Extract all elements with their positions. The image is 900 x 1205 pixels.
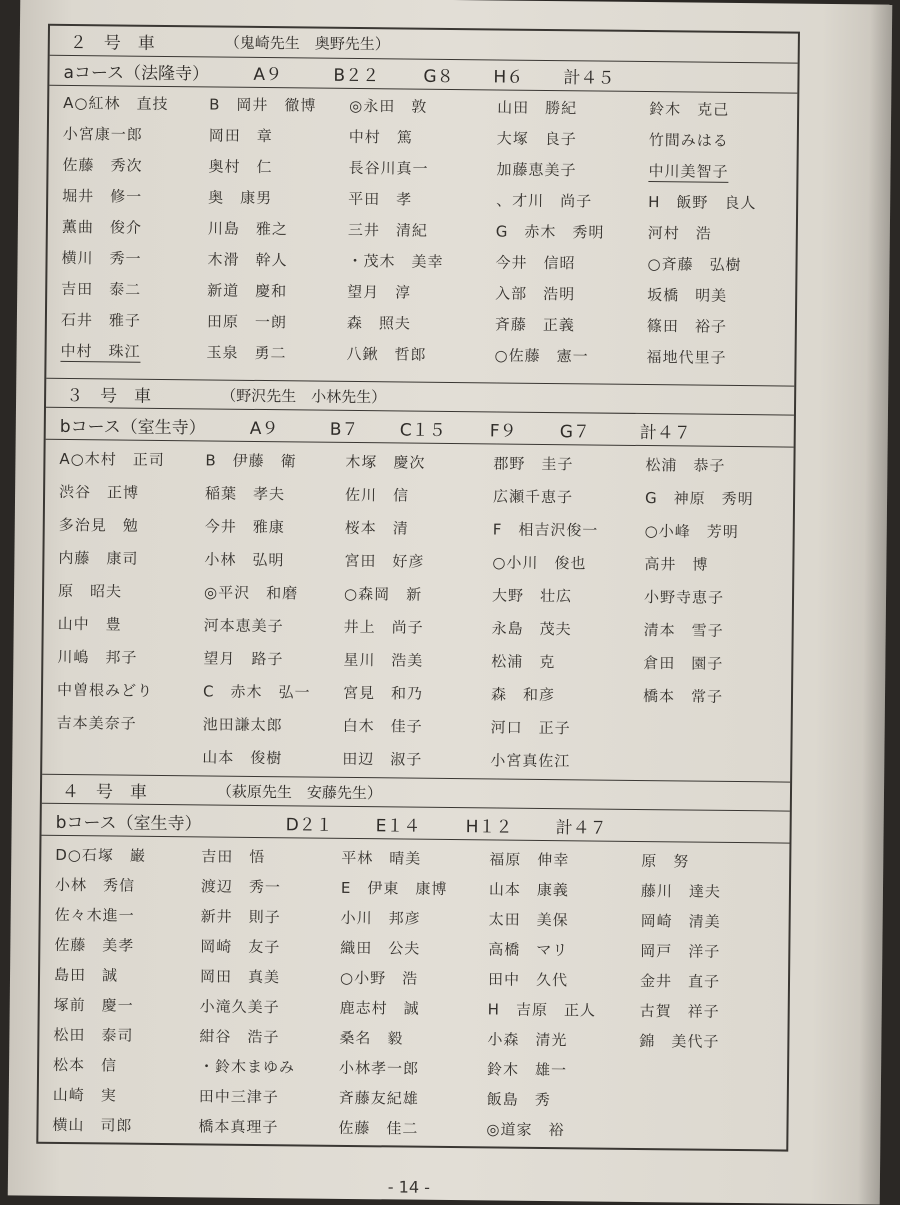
teachers: （野沢先生 小林先生） <box>221 386 387 406</box>
student-name: 岡田 真美 <box>199 967 281 987</box>
car-number: ４ 号 車 <box>61 781 148 803</box>
student-name: 佐藤 美孝 <box>54 935 135 955</box>
student-name: 高井 博 <box>644 555 709 574</box>
student-name: 中村 篤 <box>348 127 413 147</box>
student-name: 金井 直子 <box>639 972 721 991</box>
student-name: E 伊東 康博 <box>340 878 448 898</box>
student-name: 橋本真理子 <box>198 1117 279 1137</box>
student-name: 長谷川真一 <box>348 158 429 178</box>
student-name: 白木 佳子 <box>342 716 423 736</box>
student-name: 新井 則子 <box>200 907 281 927</box>
student-name: 岡崎 友子 <box>200 937 281 957</box>
student-name: ○小野 浩 <box>339 968 419 988</box>
student-name: 松浦 恭子 <box>645 456 726 475</box>
student-name: ○小峰 芳明 <box>644 522 739 542</box>
student-name: 星川 浩美 <box>343 650 424 670</box>
student-name: 古賀 祥子 <box>639 1002 720 1021</box>
count-total: 計４７ <box>639 422 691 444</box>
student-name: 小林 弘明 <box>204 550 285 570</box>
student-name: 太田 美保 <box>488 910 569 930</box>
count: G８ <box>423 66 454 88</box>
student-grid <box>42 444 793 782</box>
student-name: 斉藤友紀雄 <box>338 1088 419 1108</box>
student-name: 、才川 尚子 <box>496 191 593 211</box>
student-name: ◎永田 敦 <box>349 96 428 116</box>
student-name: 今井 雅康 <box>204 517 285 537</box>
student-name: 宮見 和乃 <box>342 683 424 703</box>
course-header <box>46 410 794 448</box>
car-header <box>42 774 790 812</box>
student-name: 大塚 良子 <box>496 129 577 149</box>
student-name: 倉田 園子 <box>643 654 724 673</box>
student-name: 小宮真佐江 <box>490 751 571 771</box>
student-name: 岡戸 洋子 <box>640 942 721 961</box>
page-number: - 14 - <box>387 1177 431 1197</box>
student-name: 飯島 秀 <box>486 1090 551 1110</box>
student-name: H 飯野 良人 <box>648 193 757 213</box>
student-name: 吉本美奈子 <box>56 713 137 733</box>
teachers: （萩原先生 安藤先生） <box>216 782 383 802</box>
student-name: 藤川 達夫 <box>640 882 722 901</box>
count: A９ <box>249 418 279 440</box>
student-name: 佐藤 佳二 <box>338 1118 419 1138</box>
count: H１２ <box>465 817 513 838</box>
student-name: 川嶋 邦子 <box>57 647 138 667</box>
student-name: 渡辺 秀一 <box>200 877 282 897</box>
student-name: 木滑 幹人 <box>207 250 288 270</box>
student-name: 池田謙太郎 <box>202 715 283 735</box>
student-name: 斉藤 正義 <box>494 315 575 335</box>
student-name: 山本 俊樹 <box>202 748 283 768</box>
student-name: 新道 慶和 <box>207 281 288 301</box>
student-name: 中村 珠江 <box>60 341 141 361</box>
course-header <box>49 56 797 94</box>
count-total: 計４５ <box>563 68 615 89</box>
student-name: 木塚 慶次 <box>345 452 426 472</box>
student-grid <box>38 840 789 1153</box>
student-name: 三井 清紀 <box>347 220 428 240</box>
student-name: 佐々木進一 <box>54 905 135 925</box>
student-name: ○森岡 新 <box>343 584 423 604</box>
student-name: 森 和彦 <box>490 685 556 705</box>
student-name: 佐川 信 <box>345 485 410 505</box>
student-name: 橋本 常子 <box>642 687 724 706</box>
student-name: 中曽根みどり <box>56 680 154 700</box>
course-name: bコース（室生寺） <box>59 416 206 439</box>
student-name: 田辺 淑子 <box>342 749 423 769</box>
page-edge-shadow <box>858 4 893 1204</box>
student-name: 松田 泰司 <box>53 1025 134 1045</box>
student-name: G 神原 秀明 <box>644 489 754 509</box>
student-name: 中川美智子 <box>648 162 729 181</box>
count: E１４ <box>375 816 421 837</box>
student-name: C 赤木 弘一 <box>202 682 311 702</box>
student-name: 平田 孝 <box>348 189 413 209</box>
student-name: 松本 信 <box>53 1055 118 1075</box>
student-name: ◎道家 裕 <box>486 1120 565 1140</box>
student-name: 原 昭夫 <box>57 581 123 601</box>
student-name: 入部 浩明 <box>495 284 576 304</box>
count-total: 計４７ <box>555 818 607 839</box>
student-name: 福地代里子 <box>646 348 727 367</box>
student-name: A○紅林 直技 <box>63 93 169 114</box>
student-name: 高橋 マリ <box>488 940 569 960</box>
student-name: 田原 一朗 <box>206 312 288 332</box>
student-name: 吉田 悟 <box>201 847 266 867</box>
student-name: 岡崎 清美 <box>640 912 721 931</box>
student-name: 松浦 克 <box>491 652 556 672</box>
student-name: 田中三津子 <box>198 1087 279 1107</box>
student-name: 渋谷 正博 <box>59 482 140 502</box>
student-name: 佐藤 秀次 <box>62 155 143 175</box>
student-name: A○木村 正司 <box>59 449 165 470</box>
student-name: 塚前 慶一 <box>53 995 134 1015</box>
count: A９ <box>253 64 283 86</box>
student-name: 桑名 毅 <box>339 1028 404 1048</box>
student-name: 宮田 好彦 <box>344 551 425 571</box>
student-name: 紺谷 浩子 <box>199 1027 280 1047</box>
student-name: 横川 秀一 <box>61 248 142 268</box>
student-name: 八鍬 哲郎 <box>346 344 427 364</box>
student-name: 錦 美代子 <box>639 1032 720 1051</box>
student-name: 玉泉 勇二 <box>206 343 287 363</box>
student-name: 坂橋 明美 <box>647 286 728 305</box>
course-header <box>42 806 790 844</box>
student-name: 石井 雅子 <box>60 310 142 330</box>
student-name: 鈴木 雄一 <box>486 1060 568 1080</box>
student-name: 小林孝一郎 <box>339 1058 420 1078</box>
count: B２２ <box>333 65 380 87</box>
student-grid <box>46 88 797 386</box>
student-name: 織田 公夫 <box>340 938 421 958</box>
student-name: 鈴木 克己 <box>649 100 730 119</box>
student-name: 小宮康一郎 <box>62 124 143 144</box>
course-name: bコース（室生寺） <box>55 812 202 835</box>
student-name: 清本 雪子 <box>643 621 724 640</box>
student-name: D○石塚 巌 <box>55 845 147 865</box>
student-name: B 岡井 徹博 <box>209 95 317 115</box>
student-name: 井上 尚子 <box>343 617 424 637</box>
student-name: 山中 豊 <box>57 614 122 634</box>
student-name: 郡野 圭子 <box>493 454 574 474</box>
count: C１５ <box>399 420 446 441</box>
count: G７ <box>559 422 591 443</box>
teachers: （鬼崎先生 奥野先生） <box>224 33 390 54</box>
student-name: 望月 淳 <box>347 282 412 302</box>
student-name: 岡田 章 <box>208 126 273 146</box>
document-page <box>8 0 893 1205</box>
roster-frame <box>36 24 800 1152</box>
student-name: G 赤木 秀明 <box>495 222 605 242</box>
student-name: 小森 清光 <box>487 1030 568 1050</box>
student-name: ◎平沢 和磨 <box>203 583 299 603</box>
student-name: 山田 勝紀 <box>497 98 578 118</box>
student-name: 河村 浩 <box>647 224 712 243</box>
student-name: 原 努 <box>641 852 690 871</box>
student-name: B 伊藤 衛 <box>205 451 297 471</box>
student-name: 山崎 実 <box>52 1085 117 1105</box>
student-name: 大野 壮広 <box>491 586 573 606</box>
student-name: F 相吉沢俊一 <box>492 520 599 540</box>
course-name: aコース（法隆寺） <box>63 62 210 85</box>
count: H６ <box>493 67 524 88</box>
car-number: ３ 号 車 <box>66 385 152 407</box>
student-name: 今井 信昭 <box>495 253 576 273</box>
student-name: 河口 正子 <box>490 718 571 738</box>
student-name: 平林 晴美 <box>341 848 422 868</box>
count: F９ <box>489 421 517 442</box>
student-name: 竹間みはる <box>648 131 729 150</box>
student-name: 多治見 勉 <box>58 515 139 535</box>
student-name: 稲葉 孝夫 <box>205 484 286 504</box>
student-name: 小林 秀信 <box>54 875 136 895</box>
student-name: ・鈴木まゆみ <box>199 1057 296 1077</box>
student-name: ○小川 俊也 <box>492 553 587 573</box>
student-name: 篠田 裕子 <box>646 317 727 336</box>
count: D２１ <box>285 815 333 836</box>
student-name: 桜本 清 <box>344 518 409 538</box>
student-name: 横山 司郎 <box>52 1115 133 1135</box>
student-name: 広瀬千恵子 <box>492 487 574 507</box>
student-name: 福原 伸幸 <box>489 850 570 870</box>
student-name: 永島 茂夫 <box>491 619 572 639</box>
student-name: ・茂木 美幸 <box>347 251 444 271</box>
student-name: 小川 邦彦 <box>340 908 421 928</box>
student-name: 奥 康男 <box>208 188 273 208</box>
student-name: ○佐藤 憲一 <box>494 346 589 366</box>
student-name: 小野寺恵子 <box>643 588 725 607</box>
student-name: 堀井 修一 <box>62 186 143 206</box>
student-name: 小滝久美子 <box>199 997 280 1017</box>
student-name: 望月 路子 <box>203 649 284 669</box>
student-name: 内藤 康司 <box>58 548 139 568</box>
count: B７ <box>329 419 359 441</box>
student-name: 吉田 泰二 <box>61 279 142 299</box>
student-name: 奥村 仁 <box>208 157 273 177</box>
student-name: ○斉藤 弘樹 <box>647 255 742 275</box>
student-name: 森 照夫 <box>346 313 412 333</box>
car-number: ２ 号 車 <box>69 32 155 54</box>
student-name: 川島 雅之 <box>207 219 288 239</box>
student-name: 薫曲 俊介 <box>61 217 142 237</box>
student-name: 田中 久代 <box>487 970 569 990</box>
student-name: 河本恵美子 <box>203 616 284 636</box>
student-name: H 吉原 正人 <box>487 1000 597 1020</box>
student-name: 鹿志村 誠 <box>339 998 420 1018</box>
student-name: 加藤恵美子 <box>496 160 577 180</box>
student-name: 島田 誠 <box>53 965 119 985</box>
student-name: 山本 康義 <box>488 880 570 900</box>
car-header <box>46 378 794 416</box>
